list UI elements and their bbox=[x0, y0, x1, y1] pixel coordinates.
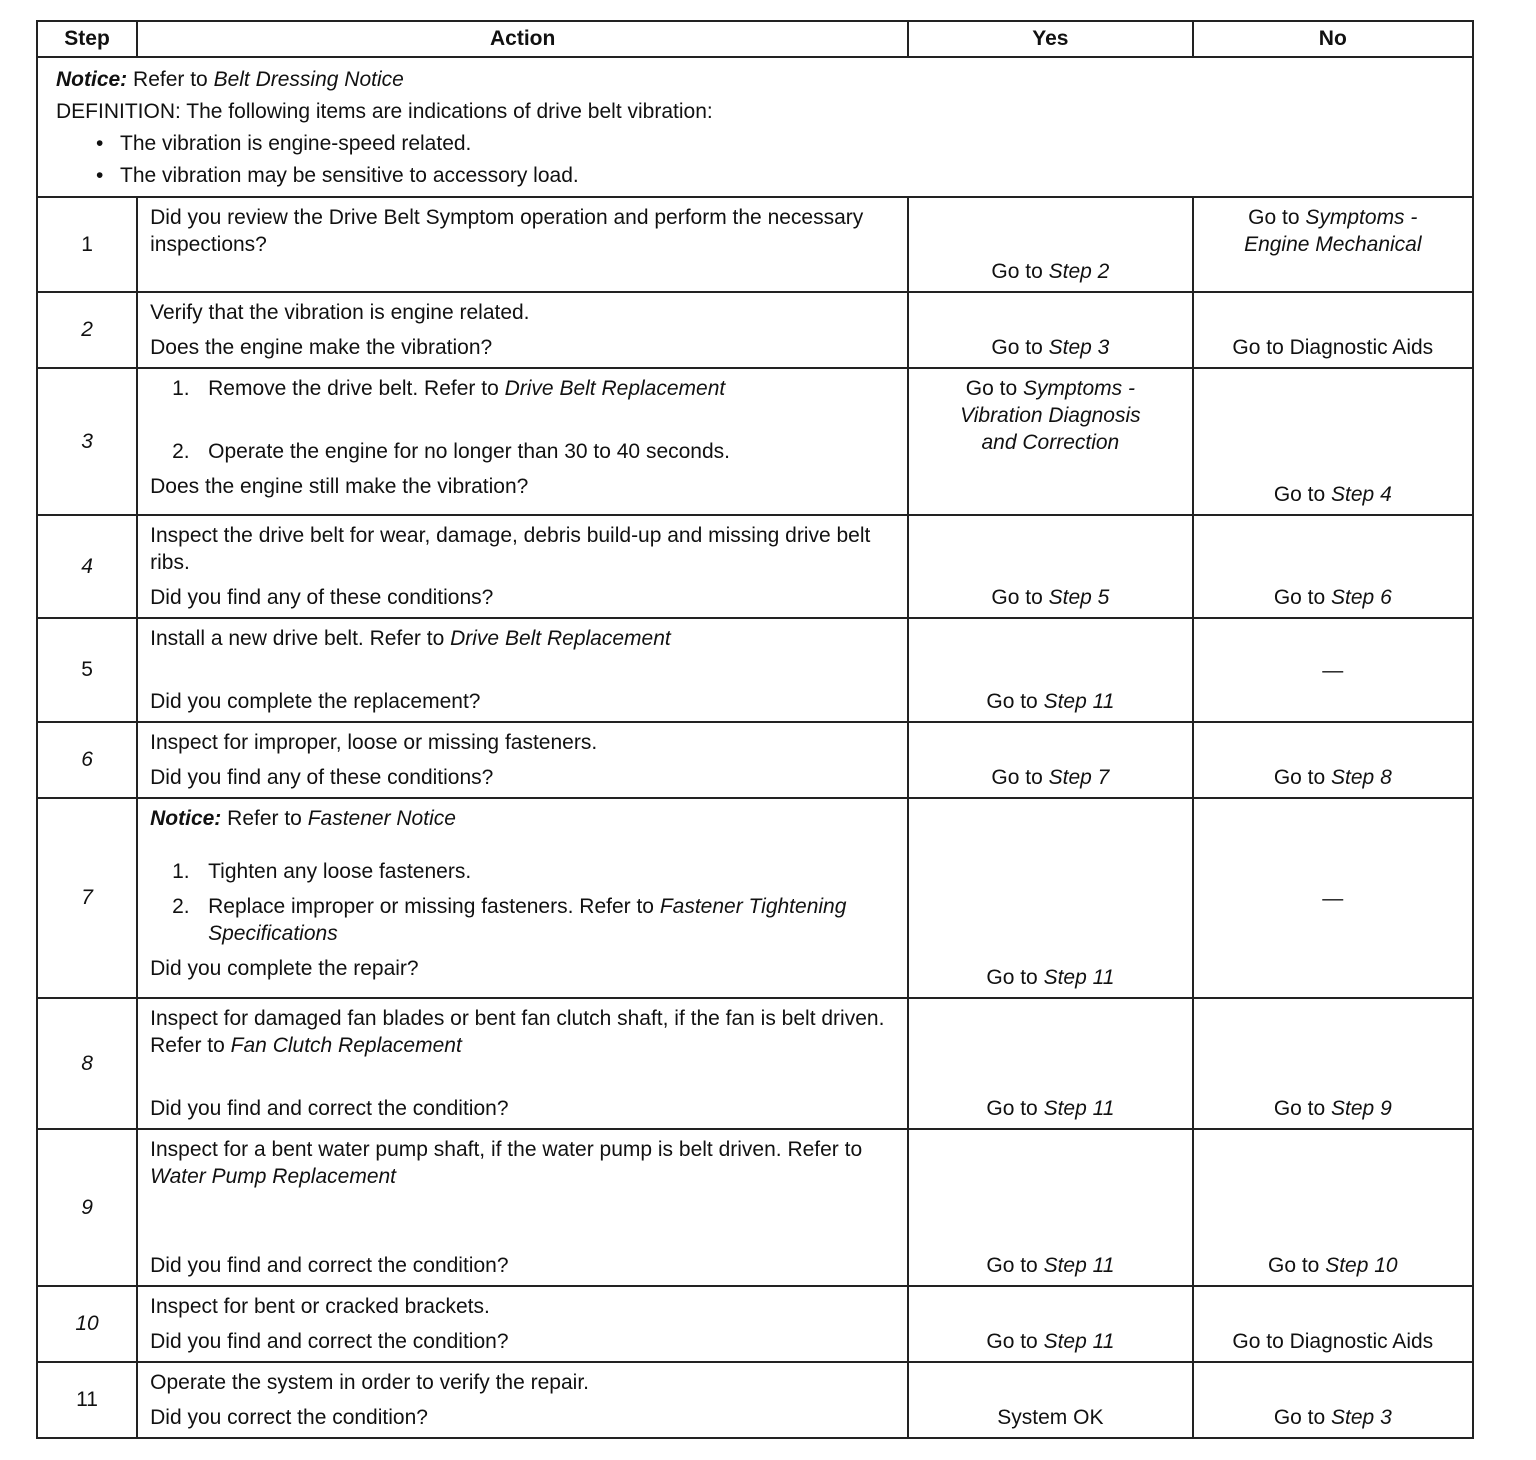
action-cell bbox=[137, 1129, 908, 1286]
substep-item bbox=[172, 893, 895, 947]
action-link[interactable]: Drive Belt Replacement bbox=[450, 627, 671, 650]
intro-cell bbox=[37, 57, 1473, 197]
no-link[interactable]: Symptoms - bbox=[1305, 206, 1418, 229]
no-link[interactable]: Engine Mechanical bbox=[1244, 233, 1422, 256]
yes-cell bbox=[908, 618, 1192, 722]
no-cell bbox=[1193, 1129, 1473, 1286]
table-row bbox=[37, 998, 1473, 1129]
notice-label: Notice: bbox=[150, 807, 222, 830]
substep-number: 2. bbox=[172, 895, 190, 918]
table-row bbox=[37, 618, 1473, 722]
yes-cell bbox=[908, 998, 1192, 1129]
no-cell[interactable]: Go to Diagnostic Aids bbox=[1193, 1286, 1473, 1362]
substep-item bbox=[172, 438, 895, 465]
action-question: Does the engine make the vibration? bbox=[150, 336, 493, 359]
yes-link[interactable]: Vibration Diagnosis bbox=[960, 404, 1141, 427]
yes-link[interactable]: Step 11 bbox=[1043, 1254, 1115, 1277]
action-cell bbox=[137, 292, 908, 368]
action-cell bbox=[137, 368, 908, 515]
action-text bbox=[150, 625, 895, 652]
table-row bbox=[37, 722, 1473, 798]
no-prefix: Go to bbox=[1273, 586, 1332, 609]
notice-label: Notice: bbox=[56, 68, 128, 91]
step-number: 3 bbox=[37, 368, 137, 515]
substep-text: Operate the engine for no longer than 30 to 40 seconds. bbox=[208, 440, 730, 463]
yes-prefix: Go to bbox=[991, 260, 1049, 283]
action-cell bbox=[137, 1286, 908, 1362]
yes-prefix: Go to bbox=[991, 336, 1049, 359]
substep-item bbox=[172, 858, 895, 885]
no-link[interactable]: Step 8 bbox=[1331, 766, 1392, 789]
action-question: Does the engine still make the vibration? bbox=[150, 475, 529, 498]
action-line: Inspect for damaged fan blades or bent fan clutch shaft, if the fan is belt driven. Refer to bbox=[150, 1007, 885, 1057]
action-text: Inspect for improper, loose or missing fasteners. bbox=[150, 731, 598, 754]
action-cell bbox=[137, 798, 908, 998]
yes-prefix: Go to bbox=[991, 586, 1049, 609]
no-cell: — bbox=[1193, 618, 1473, 722]
notice-link[interactable]: Fastener Notice bbox=[307, 807, 456, 830]
yes-link[interactable]: Step 11 bbox=[1043, 690, 1115, 713]
action-text: Operate the system in order to verify the repair. bbox=[150, 1371, 589, 1394]
substep-list bbox=[150, 858, 895, 947]
no-prefix: Go to bbox=[1273, 483, 1332, 506]
yes-cell: System OK bbox=[908, 1362, 1192, 1438]
substep-text: Replace improper or missing fasteners. Refer to bbox=[208, 895, 660, 918]
yes-link[interactable]: Step 7 bbox=[1048, 766, 1110, 789]
action-question: Did you find any of these conditions? bbox=[150, 586, 494, 609]
yes-link[interactable]: Step 11 bbox=[1043, 966, 1115, 989]
no-link[interactable]: Step 10 bbox=[1325, 1254, 1398, 1277]
notice-link[interactable]: Belt Dressing Notice bbox=[213, 68, 404, 91]
action-text: Verify that the vibration is engine related. bbox=[150, 301, 530, 324]
substep-number: 1. bbox=[172, 860, 190, 883]
action-question: Did you find and correct the condition? bbox=[150, 1097, 509, 1120]
action-question: Did you complete the replacement? bbox=[150, 690, 481, 713]
yes-prefix: Go to bbox=[965, 377, 1023, 400]
action-line: Inspect for a bent water pump shaft, if the water pump is belt driven. Refer to bbox=[150, 1138, 863, 1161]
table-row bbox=[37, 368, 1473, 515]
action-question: Did you find and correct the condition? bbox=[150, 1254, 509, 1277]
yes-cell bbox=[908, 798, 1192, 998]
yes-cell bbox=[908, 368, 1192, 515]
yes-prefix: Go to bbox=[986, 690, 1044, 713]
step-number: 2 bbox=[37, 292, 137, 368]
yes-link[interactable]: Step 2 bbox=[1048, 260, 1110, 283]
table-row bbox=[37, 292, 1473, 368]
substep-text: Remove the drive belt. Refer to bbox=[208, 377, 505, 400]
substep-list bbox=[150, 375, 895, 465]
table-row bbox=[37, 1286, 1473, 1362]
step-number: 8 bbox=[37, 998, 137, 1129]
yes-prefix: Go to bbox=[986, 1097, 1044, 1120]
yes-prefix: Go to bbox=[991, 766, 1049, 789]
substep-link[interactable]: Fastener Tightening Specifications bbox=[208, 895, 847, 945]
no-prefix: Go to bbox=[1273, 1097, 1332, 1120]
table-row bbox=[37, 1362, 1473, 1438]
table-row bbox=[37, 798, 1473, 998]
diagnostic-table bbox=[36, 20, 1474, 1439]
no-cell bbox=[1193, 515, 1473, 618]
header-yes: Yes bbox=[908, 21, 1192, 57]
action-notice bbox=[150, 805, 895, 832]
no-cell bbox=[1193, 368, 1473, 515]
no-cell bbox=[1193, 197, 1473, 292]
yes-link[interactable]: Step 11 bbox=[1043, 1097, 1115, 1120]
action-cell bbox=[137, 618, 908, 722]
step-number: 4 bbox=[37, 515, 137, 618]
substep-link[interactable]: Drive Belt Replacement bbox=[504, 377, 726, 400]
yes-prefix: Go to bbox=[986, 1330, 1044, 1353]
header-no: No bbox=[1193, 21, 1473, 57]
yes-link[interactable]: and Correction bbox=[981, 431, 1120, 454]
intro-notice bbox=[56, 64, 1454, 96]
table-row bbox=[37, 515, 1473, 618]
table-row bbox=[37, 197, 1473, 292]
action-question: Did you correct the condition? bbox=[150, 1406, 428, 1429]
yes-link[interactable]: Step 5 bbox=[1048, 586, 1110, 609]
bullet-item: • The vibration is engine-speed related. bbox=[96, 128, 1454, 160]
yes-cell bbox=[908, 722, 1192, 798]
yes-prefix: Go to bbox=[986, 1254, 1044, 1277]
action-text bbox=[150, 1136, 895, 1190]
action-question: Did you find and correct the condition? bbox=[150, 1330, 509, 1353]
table-header-row bbox=[37, 21, 1473, 57]
action-cell bbox=[137, 1362, 908, 1438]
step-number: 5 bbox=[37, 618, 137, 722]
yes-link[interactable]: Step 3 bbox=[1048, 336, 1110, 359]
substep-number: 1. bbox=[172, 377, 190, 400]
no-cell bbox=[1193, 998, 1473, 1129]
definition-text: DEFINITION: The following items are indications of drive belt vibration: bbox=[56, 100, 713, 123]
action-cell bbox=[137, 197, 908, 292]
no-link[interactable]: Step 9 bbox=[1331, 1097, 1392, 1120]
substep-number: 2. bbox=[172, 440, 190, 463]
header-step: Step bbox=[37, 21, 137, 57]
no-prefix: Go to bbox=[1273, 1406, 1332, 1429]
substep-text: Tighten any loose fasteners. bbox=[208, 860, 472, 883]
no-link[interactable]: Step 6 bbox=[1331, 586, 1392, 609]
yes-cell bbox=[908, 515, 1192, 618]
no-link[interactable]: Step 4 bbox=[1331, 483, 1392, 506]
definition-bullets bbox=[56, 128, 1454, 192]
action-text: Inspect the drive belt for wear, damage, debris build-up and missing drive belt ribs. bbox=[150, 524, 871, 574]
no-cell bbox=[1193, 1362, 1473, 1438]
notice-text: Refer to bbox=[127, 68, 214, 91]
step-number: 1 bbox=[37, 197, 137, 292]
action-cell bbox=[137, 998, 908, 1129]
yes-link[interactable]: Step 11 bbox=[1043, 1330, 1115, 1353]
yes-cell bbox=[908, 1129, 1192, 1286]
action-cell bbox=[137, 722, 908, 798]
yes-cell bbox=[908, 197, 1192, 292]
action-question: Did you complete the repair? bbox=[150, 957, 419, 980]
no-cell: — bbox=[1193, 798, 1473, 998]
step-number: 10 bbox=[37, 1286, 137, 1362]
no-link[interactable]: Step 3 bbox=[1331, 1406, 1392, 1429]
action-text bbox=[150, 1005, 895, 1059]
no-prefix: Go to bbox=[1248, 206, 1306, 229]
action-link[interactable]: Fan Clutch Replacement bbox=[230, 1034, 462, 1057]
diagnostic-table-page bbox=[36, 20, 1474, 1439]
notice-text: Refer to bbox=[221, 807, 308, 830]
yes-link[interactable]: Symptoms - bbox=[1022, 377, 1135, 400]
step-number: 7 bbox=[37, 798, 137, 998]
intro-row bbox=[37, 57, 1473, 197]
no-cell[interactable]: Go to Diagnostic Aids bbox=[1193, 292, 1473, 368]
action-cell bbox=[137, 515, 908, 618]
action-text: Inspect for bent or cracked brackets. bbox=[150, 1295, 490, 1318]
action-line: Install a new drive belt. Refer to bbox=[150, 627, 451, 650]
action-question: Did you find any of these conditions? bbox=[150, 766, 494, 789]
no-prefix: Go to bbox=[1267, 1254, 1326, 1277]
yes-cell bbox=[908, 1286, 1192, 1362]
step-number: 9 bbox=[37, 1129, 137, 1286]
header-action: Action bbox=[137, 21, 908, 57]
action-text: Did you review the Drive Belt Symptom operation and perform the necessary inspections? bbox=[150, 206, 864, 256]
step-number: 11 bbox=[37, 1362, 137, 1438]
step-number: 6 bbox=[37, 722, 137, 798]
substep-item bbox=[172, 375, 895, 402]
no-cell bbox=[1193, 722, 1473, 798]
no-prefix: Go to bbox=[1273, 766, 1332, 789]
bullet-item: • The vibration may be sensitive to accessory load. bbox=[96, 160, 1454, 192]
action-link[interactable]: Water Pump Replacement bbox=[150, 1165, 397, 1188]
table-row bbox=[37, 1129, 1473, 1286]
yes-cell bbox=[908, 292, 1192, 368]
yes-prefix: Go to bbox=[986, 966, 1044, 989]
